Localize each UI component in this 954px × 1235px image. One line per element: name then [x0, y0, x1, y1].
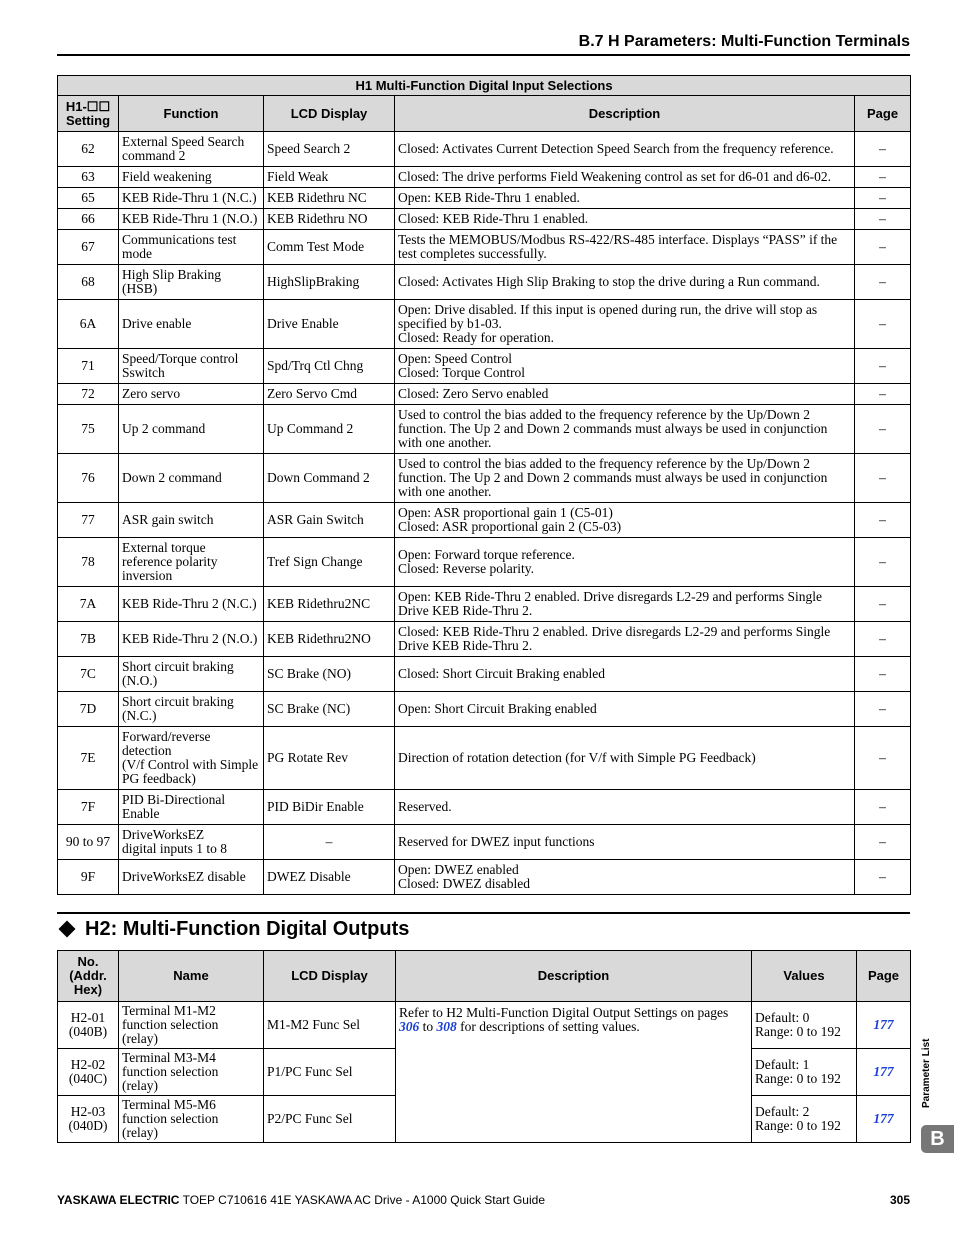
description-cell: Closed: Activates High Slip Braking to stop the drive during a Run command. [395, 265, 855, 300]
lcd-display-cell: Tref Sign Change [264, 538, 395, 587]
setting-cell: 75 [58, 405, 119, 454]
description-cell: Closed: Activates Current Detection Speed Search from the frequency reference. [395, 132, 855, 167]
name-cell: Terminal M5-M6 function selection (relay) [119, 1096, 264, 1143]
page-cell: – [855, 265, 911, 300]
description-cell: Closed: Zero Servo enabled [395, 384, 855, 405]
page-number: 305 [889, 1193, 910, 1207]
setting-cell: 68 [58, 265, 119, 300]
table-row [58, 1002, 911, 1049]
setting-cell: 7F [58, 790, 119, 825]
setting-cell: 63 [58, 167, 119, 188]
setting-cell: 7B [58, 622, 119, 657]
lcd-display-cell: KEB Ridethru NC [264, 188, 395, 209]
lcd-display-cell: Comm Test Mode [264, 230, 395, 265]
h1-column-header: Function [119, 96, 264, 132]
description-cell: Open: KEB Ride-Thru 1 enabled. [395, 188, 855, 209]
function-cell: External torque reference polarity inversion [119, 538, 264, 587]
description-cell: Open: Short Circuit Braking enabled [395, 692, 855, 727]
footer-doc-title: TOEP C710616 41E YASKAWA AC Drive - A1000 Quick Start Guide [179, 1193, 545, 1207]
description-cell [396, 1002, 752, 1143]
footer [57, 1193, 910, 1207]
h2-column-header: Values [752, 951, 857, 1002]
table-row [58, 230, 911, 265]
setting-cell: 6A [58, 300, 119, 349]
table-row [58, 790, 911, 825]
setting-cell: 62 [58, 132, 119, 167]
setting-cell: 7C [58, 657, 119, 692]
header-rule [57, 54, 910, 56]
h2-table [57, 950, 911, 1143]
page-cell: – [855, 587, 911, 622]
table-row [58, 503, 911, 538]
table-row [58, 349, 911, 384]
function-cell: High Slip Braking (HSB) [119, 265, 264, 300]
function-cell: Forward/reverse detection (V/f Control with Simple PG feedback) [119, 727, 264, 790]
table-row [58, 188, 911, 209]
setting-cell: 71 [58, 349, 119, 384]
table-row [58, 132, 911, 167]
function-cell: Field weakening [119, 167, 264, 188]
page-cell: – [855, 167, 911, 188]
page-cell: – [855, 538, 911, 587]
name-cell: Terminal M1-M2 function selection (relay) [119, 1002, 264, 1049]
h2-title-text: H2: Multi-Function Digital Outputs [85, 917, 410, 940]
function-cell: Zero servo [119, 384, 264, 405]
page-cell: – [855, 454, 911, 503]
function-cell: KEB Ride-Thru 2 (N.O.) [119, 622, 264, 657]
h1-table [57, 75, 911, 895]
function-cell: Short circuit braking (N.O.) [119, 657, 264, 692]
table-row [58, 538, 911, 587]
function-cell: PID Bi-Directional Enable [119, 790, 264, 825]
parameter-number-cell: H2-02 (040C) [58, 1049, 119, 1096]
setting-cell: 7D [58, 692, 119, 727]
function-cell: DriveWorksEZ disable [119, 860, 264, 895]
setting-cell: 77 [58, 503, 119, 538]
table-row [58, 209, 911, 230]
lcd-display-cell: Spd/Trq Ctl Chng [264, 349, 395, 384]
lcd-display-cell: – [264, 825, 395, 860]
h2-rule [57, 912, 910, 914]
name-cell: Terminal M3-M4 function selection (relay) [119, 1049, 264, 1096]
description-cell: Open: ASR proportional gain 1 (C5-01) Closed: ASR proportional gain 2 (C5-03) [395, 503, 855, 538]
description-cell: Used to control the bias added to the frequency reference by the Up/Down 2 function. The Up 2 and Down 2 commands must always be used in conjunction with one another. [395, 454, 855, 503]
lcd-display-cell: Speed Search 2 [264, 132, 395, 167]
page-cell: – [855, 188, 911, 209]
values-cell: Default: 0 Range: 0 to 192 [752, 1002, 857, 1049]
lcd-display-cell: P1/PC Func Sel [264, 1049, 396, 1096]
diamond-bullet-icon [59, 921, 76, 938]
lcd-display-cell: Field Weak [264, 167, 395, 188]
function-cell: Communications test mode [119, 230, 264, 265]
page-cell: – [855, 692, 911, 727]
table-row [58, 622, 911, 657]
page-link[interactable]: 177 [873, 1064, 894, 1079]
lcd-display-cell: HighSlipBraking [264, 265, 395, 300]
page-link-cell[interactable] [857, 1049, 911, 1096]
table-row [58, 587, 911, 622]
page-cell: – [855, 209, 911, 230]
setting-cell: 65 [58, 188, 119, 209]
h1-table-title: H1 Multi-Function Digital Input Selections [58, 76, 911, 96]
setting-cell: 72 [58, 384, 119, 405]
page-cell: – [855, 405, 911, 454]
lcd-display-cell: ASR Gain Switch [264, 503, 395, 538]
lcd-display-cell: Zero Servo Cmd [264, 384, 395, 405]
parameter-number-cell: H2-01 (040B) [58, 1002, 119, 1049]
function-cell: Short circuit braking (N.C.) [119, 692, 264, 727]
description-cell: Closed: KEB Ride-Thru 2 enabled. Drive disregards L2-29 and performs Single Drive KEB Ride-Thru 2. [395, 622, 855, 657]
table-row [58, 384, 911, 405]
function-cell: Drive enable [119, 300, 264, 349]
h2-column-header: Name [119, 951, 264, 1002]
h2-column-header: No. (Addr. Hex) [58, 951, 119, 1002]
page-link[interactable]: 177 [873, 1111, 894, 1126]
page-cell: – [855, 860, 911, 895]
page-cell: – [855, 825, 911, 860]
table-row [58, 825, 911, 860]
description-cell: Open: KEB Ride-Thru 2 enabled. Drive disregards L2-29 and performs Single Drive KEB Ride-Thru 2. [395, 587, 855, 622]
setting-cell: 76 [58, 454, 119, 503]
lcd-display-cell: KEB Ridethru2NC [264, 587, 395, 622]
page-cell: – [855, 622, 911, 657]
lcd-display-cell: PG Rotate Rev [264, 727, 395, 790]
function-cell: KEB Ride-Thru 2 (N.C.) [119, 587, 264, 622]
page-cell: – [855, 503, 911, 538]
values-cell: Default: 1 Range: 0 to 192 [752, 1049, 857, 1096]
table-row [58, 405, 911, 454]
description-cell: Closed: Short Circuit Braking enabled [395, 657, 855, 692]
h1-column-header: LCD Display [264, 96, 395, 132]
description-cell: Closed: The drive performs Field Weakening control as set for d6-01 and d6-02. [395, 167, 855, 188]
lcd-display-cell: Drive Enable [264, 300, 395, 349]
page-cell: – [855, 300, 911, 349]
function-cell: ASR gain switch [119, 503, 264, 538]
setting-cell: 67 [58, 230, 119, 265]
page-cell: – [855, 657, 911, 692]
footer-doc-info [57, 1193, 545, 1207]
table-row [58, 167, 911, 188]
page-link-308[interactable]: 308 [436, 1019, 457, 1034]
lcd-display-cell: SC Brake (NO) [264, 657, 395, 692]
setting-cell: 7E [58, 727, 119, 790]
footer-brand: YASKAWA ELECTRIC [57, 1193, 180, 1207]
lcd-display-cell: DWEZ Disable [264, 860, 395, 895]
lcd-display-cell: M1-M2 Func Sel [264, 1002, 396, 1049]
table-row [58, 265, 911, 300]
setting-cell: 90 to 97 [58, 825, 119, 860]
h1-column-header: Description [395, 96, 855, 132]
function-cell: Up 2 command [119, 405, 264, 454]
setting-cell: 7A [58, 587, 119, 622]
function-cell: KEB Ride-Thru 1 (N.O.) [119, 209, 264, 230]
side-tab-label: Parameter List [921, 1038, 932, 1108]
setting-cell: 9F [58, 860, 119, 895]
setting-cell: 66 [58, 209, 119, 230]
values-cell: Default: 2 Range: 0 to 192 [752, 1096, 857, 1143]
description-text: to [419, 1019, 437, 1034]
table-row [58, 657, 911, 692]
table-row [58, 727, 911, 790]
description-cell: Reserved for DWEZ input functions [395, 825, 855, 860]
table-row [58, 692, 911, 727]
description-text: for descriptions of setting values. [456, 1019, 640, 1034]
description-cell: Direction of rotation detection (for V/f with Simple PG Feedback) [395, 727, 855, 790]
lcd-display-cell: KEB Ridethru2NO [264, 622, 395, 657]
description-cell: Open: DWEZ enabled Closed: DWEZ disabled [395, 860, 855, 895]
setting-cell: 78 [58, 538, 119, 587]
function-cell: Down 2 command [119, 454, 264, 503]
function-cell: Speed/Torque control Sswitch [119, 349, 264, 384]
description-cell: Open: Drive disabled. If this input is opened during run, the drive will stop as specified by b1-03. Closed: Ready for operation. [395, 300, 855, 349]
page-link[interactable]: 177 [873, 1017, 894, 1032]
section-header: B.7 H Parameters: Multi-Function Terminals [578, 33, 910, 50]
lcd-display-cell: KEB Ridethru NO [264, 209, 395, 230]
lcd-display-cell: P2/PC Func Sel [264, 1096, 396, 1143]
lcd-display-cell: PID BiDir Enable [264, 790, 395, 825]
page-link-cell[interactable] [857, 1002, 911, 1049]
lcd-display-cell: Up Command 2 [264, 405, 395, 454]
description-cell: Tests the MEMOBUS/Modbus RS-422/RS-485 interface. Displays “PASS” if the test completes successfully. [395, 230, 855, 265]
section-tab-b[interactable]: B [921, 1125, 954, 1153]
h1-column-header: H1-☐☐ Setting [58, 96, 119, 132]
lcd-display-cell: SC Brake (NC) [264, 692, 395, 727]
page-cell: – [855, 230, 911, 265]
h1-column-header: Page [855, 96, 911, 132]
table-row [58, 300, 911, 349]
description-cell: Used to control the bias added to the frequency reference by the Up/Down 2 function. The Up 2 and Down 2 commands must always be used in conjunction with one another. [395, 405, 855, 454]
page-cell: – [855, 384, 911, 405]
function-cell: DriveWorksEZ digital inputs 1 to 8 [119, 825, 264, 860]
page-cell: – [855, 132, 911, 167]
table-row [58, 860, 911, 895]
parameter-number-cell: H2-03 (040D) [58, 1096, 119, 1143]
function-cell: External Speed Search command 2 [119, 132, 264, 167]
description-cell: Open: Speed Control Closed: Torque Control [395, 349, 855, 384]
h2-column-header: Description [396, 951, 752, 1002]
page-cell: – [855, 349, 911, 384]
h2-column-header: LCD Display [264, 951, 396, 1002]
description-cell: Open: Forward torque reference. Closed: Reverse polarity. [395, 538, 855, 587]
page-cell: – [855, 790, 911, 825]
page-link-cell[interactable] [857, 1096, 911, 1143]
h2-column-header: Page [857, 951, 911, 1002]
page-cell: – [855, 727, 911, 790]
lcd-display-cell: Down Command 2 [264, 454, 395, 503]
description-cell: Reserved. [395, 790, 855, 825]
table-row [58, 454, 911, 503]
description-cell: Closed: KEB Ride-Thru 1 enabled. [395, 209, 855, 230]
h2-section-title [57, 916, 409, 942]
function-cell: KEB Ride-Thru 1 (N.C.) [119, 188, 264, 209]
description-text: Refer to H2 Multi-Function Digital Output Settings on pages [399, 1005, 729, 1020]
page-link-306[interactable]: 306 [399, 1019, 420, 1034]
